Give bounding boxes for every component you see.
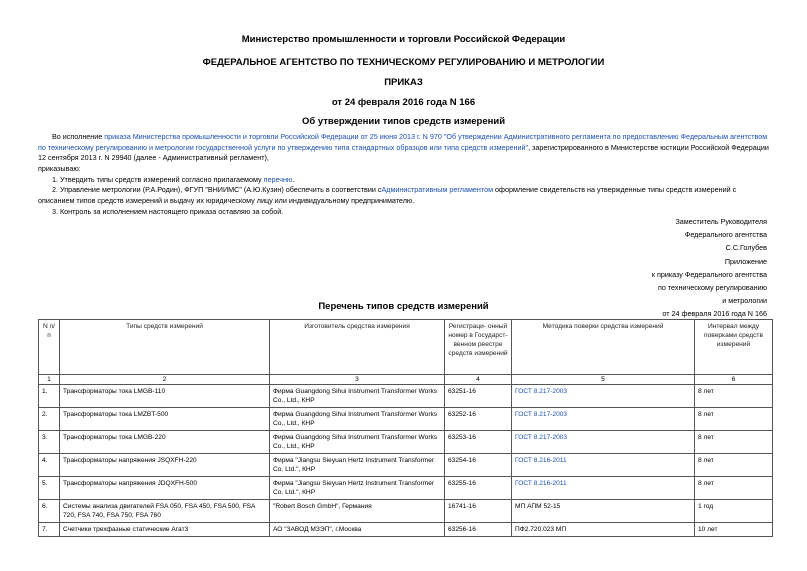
item-1 bbox=[38, 175, 773, 186]
item-1-end: . bbox=[292, 175, 295, 184]
cell-number: 3. bbox=[39, 431, 60, 454]
table-body bbox=[39, 385, 773, 537]
table-row bbox=[39, 454, 773, 477]
preamble-intro: Во исполнение bbox=[52, 132, 105, 141]
method-link[interactable]: ГОСТ 8.217-2003 bbox=[515, 411, 568, 418]
table-row bbox=[39, 523, 773, 537]
appendix-label: Приложение bbox=[724, 256, 767, 266]
cell-interval: 8 лет bbox=[695, 431, 773, 454]
col-header-interval: Интервал между поверками средств измерений bbox=[695, 320, 773, 375]
cell-number: 6. bbox=[39, 500, 60, 523]
item-3: 3. Контроль за исполнением настоящего приказа оставляю за собой. bbox=[52, 207, 284, 216]
signature-name: С.С.Голубев bbox=[725, 243, 767, 253]
cell-reg-number: 63255-16 bbox=[445, 477, 512, 500]
cell-maker: Фирма Guangdong Sihui Instrument Transformer Works Co., Ltd., КНР bbox=[270, 385, 445, 408]
col-header-number: N п/п bbox=[39, 320, 60, 375]
cell-type: Трансформаторы тока LMZBT-500 bbox=[60, 408, 270, 431]
cell-maker: Фирма "Jiangsu Sieyuan Hertz Instrument Transformer Co. Ltd.", КНР bbox=[270, 454, 445, 477]
cell-interval: 10 лет bbox=[695, 523, 773, 537]
col-number: 4 bbox=[445, 375, 512, 385]
appendix-line-2: к приказу Федерального агентства bbox=[651, 269, 767, 279]
cell-type: Трансформаторы напряжения JDQXFH-500 bbox=[60, 477, 270, 500]
item-1-text: 1. Утвердить типы средств измерений согласно прилагаемому bbox=[52, 175, 264, 184]
cell-maker: Фирма Guangdong Sihui Instrument Transformer Works Co., Ltd., КНР bbox=[270, 408, 445, 431]
admin-regulation-link[interactable]: Административным регламентом bbox=[381, 185, 494, 194]
agency-heading: ФЕДЕРАЛЬНОЕ АГЕНТСТВО ПО ТЕХНИЧЕСКОМУ РЕГУЛИРОВАНИЮ И МЕТРОЛОГИИ bbox=[202, 57, 605, 68]
appendix-line-4: и метрологии bbox=[722, 296, 767, 306]
cell-reg-number: 63252-16 bbox=[445, 408, 512, 431]
cell-maker: Фирма Guangdong Sihui Instrument Transformer Works Co., Ltd., КНР bbox=[270, 431, 445, 454]
ministry-order-link[interactable]: приказа Министерства промышленности и торговли Российской Федерации от 25 июня 2013 г. N 970 "Об утверждении Административного регламента по предоставлению Федеральным агентством по техническому регулированию и метрологии государственной услуги по утверждению типа стандартных образцов или типа средств измерений" bbox=[38, 132, 768, 152]
appendix-date: от 24 февраля 2016 года N 166 bbox=[662, 309, 767, 319]
method-link[interactable]: ГОСТ 8.217-2003 bbox=[515, 434, 568, 441]
preamble-rest: , зарегистрированного в Министерстве юстиции Российской Федерации 12 сентября 2013 г. N 29940 (далее - Административный регламент), bbox=[38, 142, 769, 163]
col-number: 6 bbox=[695, 375, 773, 385]
cell-method: ПФ2.720.023 МП bbox=[512, 523, 695, 537]
signature-agency: Федерального агентства bbox=[684, 230, 767, 240]
signature-title: Заместитель Руководителя bbox=[675, 217, 767, 226]
column-number-row bbox=[39, 375, 773, 385]
order-word: приказываю: bbox=[38, 164, 81, 173]
table-row bbox=[39, 385, 773, 408]
cell-type: Трансформаторы напряжения JSQXFH-220 bbox=[60, 454, 270, 477]
cell-method bbox=[512, 477, 695, 500]
cell-number: 4. bbox=[39, 454, 60, 477]
appendix-line-3: по техническому регулированию bbox=[657, 283, 767, 293]
cell-number: 5. bbox=[39, 477, 60, 500]
cell-type: Системы анализа двигателей FSA 050, FSA 450, FSA 500, FSA 720, FSA 740, FSA 750, FSA 760 bbox=[60, 500, 270, 523]
cell-type: Трансформаторы тока LMGB-110 bbox=[60, 385, 270, 408]
cell-maker: "Robert Bosch GmbH", Германия bbox=[270, 500, 445, 523]
cell-maker: АО "ЗАВОД МЗЭП", г.Москва bbox=[270, 523, 445, 537]
cell-method bbox=[512, 431, 695, 454]
col-header-reg-number: Регистраци- онный номер в Государст- венном реестре средств измерений bbox=[445, 320, 512, 375]
table-header-row bbox=[39, 320, 773, 375]
cell-method bbox=[512, 454, 695, 477]
preamble-paragraph bbox=[38, 132, 773, 164]
item-2-text: 2. Управление метрологии (Р.А.Родин), ФГУП "ВНИИМС" (А.Ю.Кузин) обеспечить в соответствии с bbox=[52, 185, 382, 194]
cell-reg-number: 63251-16 bbox=[445, 385, 512, 408]
cell-maker: Фирма "Jiangsu Sieyuan Hertz Instrument Transformer Co. Ltd.", КНР bbox=[270, 477, 445, 500]
col-number: 1 bbox=[39, 375, 60, 385]
col-header-maker: Изготовитель средства измерения bbox=[270, 320, 445, 375]
col-header-type: Типы средств измерений bbox=[60, 320, 270, 375]
cell-reg-number: 63254-16 bbox=[445, 454, 512, 477]
item-2 bbox=[38, 185, 773, 206]
col-number: 3 bbox=[270, 375, 445, 385]
doc-type-heading: ПРИКАЗ bbox=[384, 77, 423, 88]
table-row bbox=[39, 500, 773, 523]
cell-reg-number: 63256-16 bbox=[445, 523, 512, 537]
cell-method bbox=[512, 408, 695, 431]
cell-interval: 1 год bbox=[695, 500, 773, 523]
list-link[interactable]: перечню bbox=[263, 175, 293, 184]
subject-heading: Об утверждении типов средств измерений bbox=[301, 116, 506, 127]
method-link[interactable]: ГОСТ 8.216-2011 bbox=[515, 457, 567, 464]
cell-type: Трансформаторы тока LMGB-220 bbox=[60, 431, 270, 454]
table-row bbox=[39, 408, 773, 431]
instruments-table bbox=[38, 319, 773, 537]
col-number: 2 bbox=[60, 375, 270, 385]
ministry-heading: Министерство промышленности и торговли Российской Федерации bbox=[241, 34, 566, 45]
cell-interval: 8 лет bbox=[695, 408, 773, 431]
cell-interval: 8 лет bbox=[695, 385, 773, 408]
cell-interval: 8 лет bbox=[695, 477, 773, 500]
item-2-end: оформление свидетельств на утвержденные типы средств измерений с описанием типов средств измерений и выдачу их юридическому лицу или индивидуальному предпринимателю. bbox=[38, 185, 737, 205]
cell-reg-number: 16741-16 bbox=[445, 500, 512, 523]
table-title: Перечень типов средств измерений bbox=[318, 301, 489, 312]
col-number: 5 bbox=[512, 375, 695, 385]
cell-number: 7. bbox=[39, 523, 60, 537]
cell-number: 2. bbox=[39, 408, 60, 431]
cell-method bbox=[512, 385, 695, 408]
table-row bbox=[39, 477, 773, 500]
method-link[interactable]: ГОСТ 8.217-2003 bbox=[515, 388, 568, 395]
table-row bbox=[39, 431, 773, 454]
cell-reg-number: 63253-16 bbox=[445, 431, 512, 454]
date-number-heading: от 24 февраля 2016 года N 166 bbox=[331, 97, 476, 108]
cell-method: МП АПМ 52-15 bbox=[512, 500, 695, 523]
col-header-method: Методика поверки средства измерений bbox=[512, 320, 695, 375]
method-link[interactable]: ГОСТ 8.216-2011 bbox=[515, 480, 567, 487]
cell-number: 1. bbox=[39, 385, 60, 408]
cell-type: Счетчики трехфазные статические Агат3 bbox=[60, 523, 270, 537]
cell-interval: 8 лет bbox=[695, 454, 773, 477]
